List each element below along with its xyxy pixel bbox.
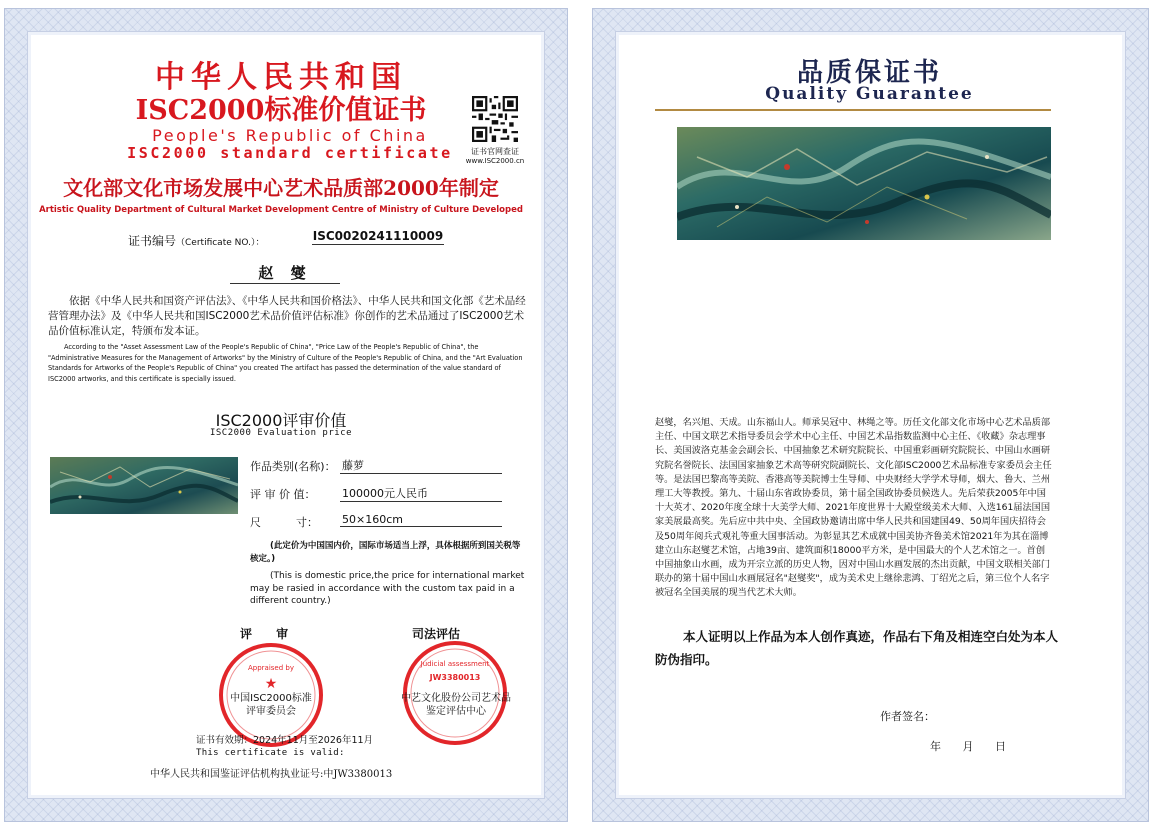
qr-caption-url: www.ISC2000.cn	[465, 157, 525, 165]
evaluation-title: ISC2000评审价值	[215, 411, 347, 430]
quality-title-english: Quality Guarantee	[765, 84, 974, 104]
svg-text:★: ★	[264, 676, 278, 692]
seal2-line1: 中艺文化股份公司艺术品	[401, 693, 511, 704]
department-title-english: Artistic Quality Department of Cultural Market Development Centre of Ministry of Culture Developed	[39, 205, 523, 215]
artist-biography: 赵燮，名兴旭、天成。山东福山人。师承吴冠中、林绳之等。历任文化部文化市场中心艺术品质部主任、中国文联艺术指导委员会学术中心主任、中国艺术品指数监测中心主任、《收藏》杂志理事长、美国波洛克基金会副会长、中国抽象艺术研究院院长、中国重彩画研究院院长、中国山水画研究院名誉院长、法国国家抽象艺术高等研究院副院长、文化部ISC2000艺术品标准专家委员会主任等。是法国巴黎高等美院、香港高等美院博士生导师、中央财经大学学术导师，烟大、鲁大、兰州理工大等教授。第九、十届山东省政协委员，第十届全国政协委员候选人。先后荣获2005年中国十大英才、2020年度全球十大美学大师、2021年度世界十大殿堂级美术大师、入选161届法国国家美展最高奖。先后应中共中央、全国政协邀请出席中华人民共和国建国49、50周年国庆招待会及50周年阅兵式观礼等重大国事活动。为彰显其艺术成就中国美协齐鲁美术馆2021年为其在淄博建立山东赵燮艺术馆，占地39亩、建筑面积18000平方米，是中国最大的个人艺术馆之一。首创中国抽象山水画，成为开宗立派的历史人物，因对中国山水画发展的杰出贡献，中国文联相关部门联办的第十届中国山水画展冠名"赵燮奖"，成为美术史上继徐悲鸿、丁绍光之后，第三位个人名字被冠名全国美展的现当代艺术大师。	[655, 417, 1052, 599]
seal1-top-text: Appraised by	[248, 664, 294, 672]
field-value-artwork: 藤萝	[340, 457, 502, 474]
validity-period: 证书有效期：2024年11月至2026年11月	[196, 735, 374, 746]
price-note-chinese: (此定价为中国国内价，国际市场适当上浮，具体根据所到国关税等核定。)	[250, 541, 521, 564]
artwork-thumbnail	[50, 457, 238, 514]
field-value-value: 100000元人民币	[340, 485, 502, 502]
field-label-size: 尺 寸：	[250, 516, 318, 529]
seal2-code: JW3380013	[429, 673, 481, 682]
evaluation-subtitle: ISC2000 Evaluation price	[209, 428, 353, 438]
authenticity-statement: 本人证明以上作品为本人创作真迹，作品右下角及相连空白处为本人防伪指印。	[655, 629, 1059, 667]
quality-title: 品质保证书	[796, 58, 942, 88]
title-divider	[655, 109, 1051, 111]
review-committee-seal-text	[218, 692, 324, 718]
certificate-body-chinese: 依据《中华人民共和国资产评估法》、《中华人民共和国价格法》、中华人民共和国文化部《艺术品经营管理办法》及《中华人民共和国ISC2000艺术品价值评估标准》你创作的艺术品通过了ISC2000艺术品价值标准认定，特颁布发本证。	[48, 295, 526, 337]
validity-period-english: This certificate is valid:	[196, 748, 345, 758]
field-value-size: 50×160cm	[340, 513, 502, 527]
price-note-english: (This is domestic price,the price for international market may be rasied in accordance with the custom tax paid in a different country.)	[250, 571, 525, 606]
license-number: 中华人民共和国鉴证评估机构执业证号:中JW3380013	[150, 769, 393, 780]
seal1-line2: 评审委员会	[246, 706, 296, 717]
title-country: 中华人民共和国	[155, 60, 407, 95]
certificate-body-english: According to the "Asset Assessment Law of the People's Republic of China", "Price Law of the People's Republic of China", the "Administrative Measures for the Management of Artworks" by the Ministry of Culture of the People's Republic of China, and the "Art Evaluation Standards for Artworks of the People's Republic of China" you created The artifact has passed the determination of the value standard of ISC2000 artworks, and this certificate is specially issued.	[48, 343, 523, 383]
date-label: 年 月 日	[930, 740, 1006, 753]
certificate-number-label-cn: 证书编号	[128, 234, 177, 248]
certificate-number-label-en: （Certificate NO.）：	[176, 238, 265, 248]
title-english-line2: ISC2000 standard certificate	[127, 144, 453, 162]
field-label-artwork: 作品类别(名称)：	[250, 460, 336, 473]
seal1-line1: 中国ISC2000标准	[230, 693, 312, 704]
title-english-line1: People's Republic of China	[152, 126, 428, 145]
holder-name: 赵 燮	[230, 262, 340, 284]
author-signature-label: 作者签名：	[880, 710, 935, 723]
title-isc-certificate: ISC2000标准价值证书	[135, 95, 427, 126]
seal2-top-text: Judicial assessment	[420, 660, 490, 668]
qr-code-icon	[472, 96, 518, 142]
field-label-value: 评 审 价 值：	[250, 488, 316, 501]
seal2-line2: 鉴定评估中心	[426, 706, 486, 717]
review-label: 评 审	[240, 627, 299, 641]
judicial-assessment-label: 司法评估	[412, 627, 461, 641]
certificate-number-label	[128, 232, 264, 249]
certificate-number: ISC0020241110009	[312, 229, 444, 243]
department-title: 文化部文化市场发展中心艺术品质部2000年制定	[63, 176, 499, 200]
qr-caption: 证书官网查证	[471, 147, 519, 156]
judicial-seal-text	[388, 692, 524, 718]
artwork-image	[677, 127, 1051, 240]
